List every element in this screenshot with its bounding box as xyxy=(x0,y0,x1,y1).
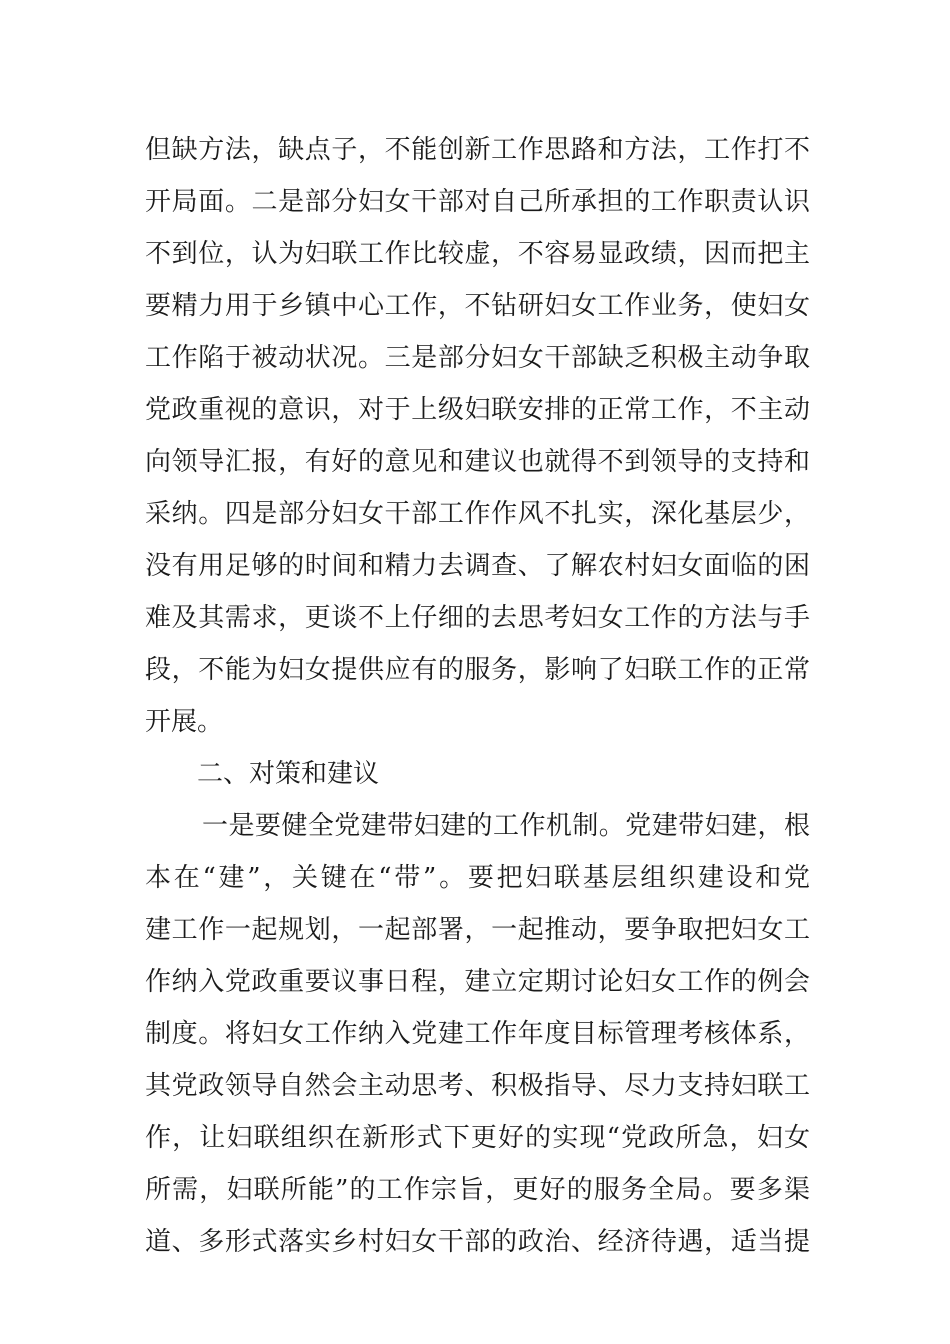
text-line: 作纳入党政重要议事日程，建立定期讨论妇女工作的例会 xyxy=(145,967,810,997)
text-line: 建工作一起规划，一起部署，一起推动，要争取把妇女工 xyxy=(145,915,810,945)
text-line: 所需，妇联所能”的工作宗旨，更好的服务全局。要多渠 xyxy=(145,1175,810,1205)
text-line: 工作陷于被动状况。三是部分妇女干部缺乏积极主动争取 xyxy=(145,343,810,373)
text-line: 难及其需求，更谈不上仔细的去思考妇女工作的方法与手 xyxy=(145,603,810,633)
text-line: 没有用足够的时间和精力去调查、了解农村妇女面临的困 xyxy=(145,551,810,581)
text-line: 作，让妇联组织在新形式下更好的实现“党政所急，妇女 xyxy=(145,1123,810,1153)
text-line: 向领导汇报，有好的意见和建议也就得不到领导的支持和 xyxy=(145,447,810,477)
text-line: 开局面。二是部分妇女干部对自己所承担的工作职责认识 xyxy=(145,187,810,217)
text-line: 开展。 xyxy=(145,707,224,737)
text-line: 但缺方法，缺点子，不能创新工作思路和方法，工作打不 xyxy=(145,135,810,165)
text-line: 道、多形式落实乡村妇女干部的政治、经济待遇，适当提 xyxy=(145,1227,810,1257)
text-line: 其党政领导自然会主动思考、积极指导、尽力支持妇联工 xyxy=(145,1071,810,1101)
text-line: 要精力用于乡镇中心工作，不钻研妇女工作业务，使妇女 xyxy=(145,291,810,321)
text-line: 采纳。四是部分妇女干部工作作风不扎实，深化基层少， xyxy=(145,499,810,529)
text-line: 段，不能为妇女提供应有的服务，影响了妇联工作的正常 xyxy=(145,655,810,685)
text-line: 不到位，认为妇联工作比较虚，不容易显政绩，因而把主 xyxy=(145,239,810,269)
text-line: 党政重视的意识，对于上级妇联安排的正常工作，不主动 xyxy=(145,395,810,425)
text-line: 本在“建”，关键在“带”。要把妇联基层组织建设和党 xyxy=(145,863,810,893)
paragraph-first-line: 一是要健全党建带妇建的工作机制。党建带妇建，根 xyxy=(202,811,810,841)
document-body xyxy=(145,124,810,1268)
section-heading: 二、对策和建议 xyxy=(197,759,380,789)
text-line: 制度。将妇女工作纳入党建工作年度目标管理考核体系， xyxy=(145,1019,810,1049)
